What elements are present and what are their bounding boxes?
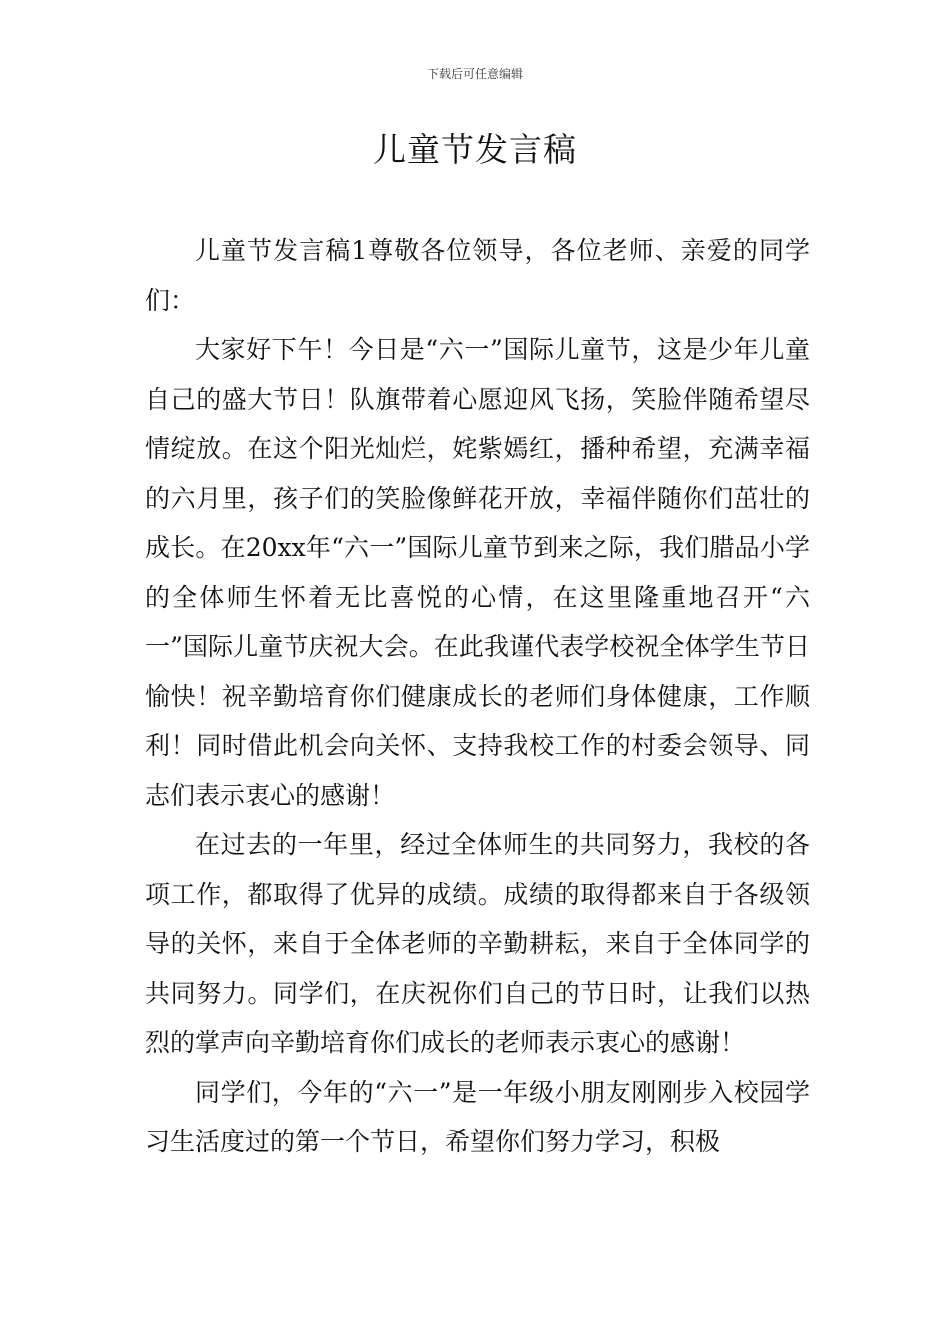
document-body — [145, 226, 810, 1167]
document-title: 儿童节发言稿 — [373, 130, 577, 169]
paragraph-3: 在过去的一年里，经过全体师生的共同努力，我校的各项工作，都取得了优异的成绩。成绩的取得都来自于各级领导的关怀，来自于全体老师的辛勤耕耘，来自于全体同学的共同努力。同学们，在庆祝你们自己的节日时，让我们以热烈的掌声向辛勤培育你们成长的老师表示衷心的感谢！ — [145, 830, 810, 1057]
paragraph-4: 同学们，今年的“六一”是一年级小朋友刚刚步入校园学习生活度过的第一个节日，希望你们努力学习，积极 — [145, 1077, 810, 1156]
paragraph-2: 大家好下午！今日是“六一”国际儿童节，这是少年儿童自己的盛大节日！队旗带着心愿迎风飞扬，笑脸伴随希望尽情绽放。在这个阳光灿烂，姹紫嫣红，播种希望，充满幸福的六月里，孩子们的笑脸像鲜花开放，幸福伴随你们茁壮的成长。在20xx年“六一”国际儿童节到来之际，我们腊品小学的全体师生怀着无比喜悦的心情，在这里隆重地召开“六一”国际儿童节庆祝大会。在此我谨代表学校祝全体学生节日愉快！祝辛勤培育你们健康成长的老师们身体健康，工作顺利！同时借此机会向关怀、支持我校工作的村委会领导、同志们表示衷心的感谢！ — [145, 335, 810, 810]
paragraph-1: 儿童节发言稿1尊敬各位领导，各位老师、亲爱的同学们： — [145, 236, 810, 315]
header-note: 下载后可任意编辑 — [426, 67, 523, 81]
